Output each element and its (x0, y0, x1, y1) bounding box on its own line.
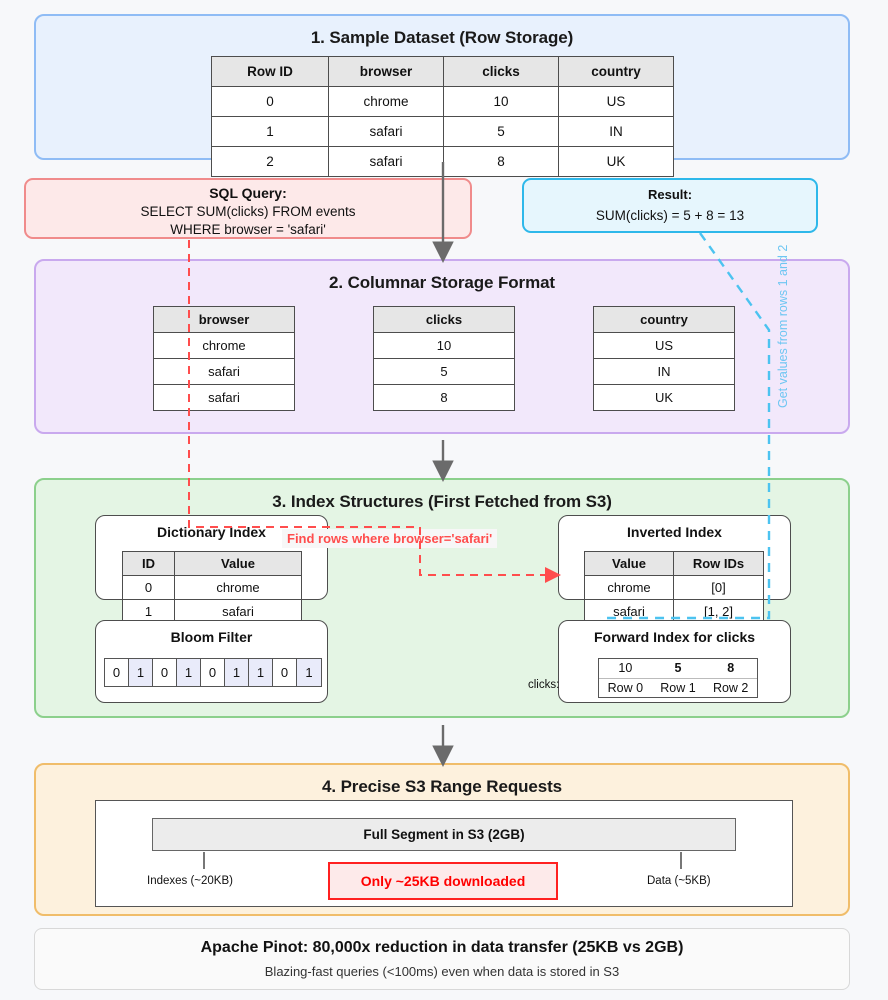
col-header-country: country (594, 307, 735, 333)
find-rows-annotation: Find rows where browser='safari' (282, 529, 497, 548)
indexes-size-label: Indexes (~20KB) (147, 875, 233, 887)
cell-browser: safari (329, 147, 444, 177)
cell-clicks: 10 (444, 87, 559, 117)
cell-dict-value-0: chrome (175, 576, 302, 600)
col-header-value: Value (585, 552, 674, 576)
table-header-row (123, 552, 302, 576)
forward-label-0: Row 0 (607, 681, 644, 695)
bloom-bit: 1 (177, 659, 201, 686)
cell-clicks-1: 5 (374, 359, 515, 385)
cell-browser: chrome (329, 87, 444, 117)
section-3-title: 3. Index Structures (First Fetched from S3) (272, 492, 612, 511)
bloom-filter-bits (104, 658, 322, 687)
col-header-clicks: clicks (374, 307, 515, 333)
bloom-filter-title: Bloom Filter (170, 629, 253, 645)
section-4-title: 4. Precise S3 Range Requests (321, 777, 563, 796)
table-row (212, 117, 674, 147)
cell-country: IN (559, 117, 674, 147)
segment-tick-left (203, 852, 205, 869)
table-row (594, 333, 735, 359)
forward-index-title: Forward Index for clicks (593, 629, 756, 645)
bloom-bit: 1 (249, 659, 273, 686)
bloom-bit: 0 (273, 659, 297, 686)
result-header: Result: (647, 187, 693, 202)
table-row (374, 359, 515, 385)
cell-dict-id-1: 1 (123, 600, 175, 624)
col-header-country: country (559, 57, 674, 87)
col-header-id: ID (123, 552, 175, 576)
bloom-bit: 1 (297, 659, 321, 686)
table-row (594, 359, 735, 385)
forward-label-2: Row 2 (712, 681, 749, 695)
table-row (123, 576, 302, 600)
columnar-table-browser (153, 306, 295, 411)
cell-country-0: US (594, 333, 735, 359)
segment-tick-right (680, 852, 682, 869)
table-header-row (154, 307, 295, 333)
forward-value-2: 8 (727, 661, 735, 675)
table-row (212, 87, 674, 117)
data-size-label: Data (~5KB) (647, 875, 711, 887)
cell-clicks: 8 (444, 147, 559, 177)
cell-row-id: 0 (212, 87, 329, 117)
col-header-row-ids: Row IDs (674, 552, 764, 576)
forward-value-1: 5 (674, 661, 682, 675)
section-2-title: 2. Columnar Storage Format (329, 273, 555, 292)
full-segment-bar: Full Segment in S3 (2GB) (152, 818, 736, 851)
table-header-row (594, 307, 735, 333)
dictionary-index-table (122, 551, 302, 624)
bloom-bit: 0 (153, 659, 177, 686)
columnar-table-clicks (373, 306, 515, 411)
cell-dict-value-1: safari (175, 600, 302, 624)
col-header-row-id: Row ID (212, 57, 329, 87)
table-row (154, 359, 295, 385)
section-1-title: 1. Sample Dataset (Row Storage) (310, 28, 574, 47)
table-row (594, 385, 735, 411)
col-header-clicks: clicks (444, 57, 559, 87)
bloom-bit: 1 (129, 659, 153, 686)
cell-inv-rowids-0: [0] (674, 576, 764, 600)
cell-browser-1: safari (154, 359, 295, 385)
forward-index-values-row (599, 659, 757, 678)
cell-country-2: UK (594, 385, 735, 411)
col-header-browser: browser (329, 57, 444, 87)
cell-inv-rowids-1: [1, 2] (674, 600, 764, 624)
table-row (154, 385, 295, 411)
table-header-row (374, 307, 515, 333)
col-header-value: Value (175, 552, 302, 576)
dictionary-index-title: Dictionary Index (157, 524, 266, 540)
cell-inv-value-1: safari (585, 600, 674, 624)
row-storage-table (211, 56, 674, 177)
bloom-bit: 0 (105, 659, 129, 686)
col-header-browser: browser (154, 307, 295, 333)
table-row (212, 147, 674, 177)
table-row (374, 385, 515, 411)
cell-row-id: 2 (212, 147, 329, 177)
cell-country-1: IN (594, 359, 735, 385)
cell-browser: safari (329, 117, 444, 147)
sql-query-box (24, 178, 472, 239)
table-header-row (585, 552, 764, 576)
table-row (374, 333, 515, 359)
cell-dict-id-0: 0 (123, 576, 175, 600)
inverted-index-table (584, 551, 764, 624)
cell-row-id: 1 (212, 117, 329, 147)
footer-headline: Apache Pinot: 80,000x reduction in data transfer (25KB vs 2GB) (200, 939, 684, 956)
forward-value-0: 10 (618, 661, 633, 675)
get-values-annotation: Get values from rows 1 and 2 (776, 244, 790, 408)
table-header-row (212, 57, 674, 87)
result-box (522, 178, 818, 233)
download-size-badge: Only ~25KB downloaded (328, 862, 558, 900)
bloom-bit: 1 (225, 659, 249, 686)
cell-browser-2: safari (154, 385, 295, 411)
sql-query-header: SQL Query: (209, 185, 287, 201)
summary-footer (34, 928, 850, 990)
table-row (585, 576, 764, 600)
forward-index-strip (598, 658, 758, 698)
cell-country: UK (559, 147, 674, 177)
columnar-table-country (593, 306, 735, 411)
cell-clicks: 5 (444, 117, 559, 147)
inverted-index-title: Inverted Index (627, 524, 722, 540)
forward-index-prefix-label: clicks: (528, 679, 560, 691)
cell-inv-value-0: chrome (585, 576, 674, 600)
result-value: SUM(clicks) = 5 + 8 = 13 (595, 208, 745, 223)
bloom-bit: 0 (201, 659, 225, 686)
cell-clicks-0: 10 (374, 333, 515, 359)
forward-index-labels-row (599, 678, 757, 697)
sql-query-line-1: SELECT SUM(clicks) FROM events (140, 204, 356, 219)
forward-label-1: Row 1 (660, 681, 696, 695)
footer-subline: Blazing-fast queries (<100ms) even when data is stored in S3 (264, 964, 620, 979)
cell-country: US (559, 87, 674, 117)
cell-clicks-2: 8 (374, 385, 515, 411)
cell-browser-0: chrome (154, 333, 295, 359)
sql-query-line-2: WHERE browser = 'safari' (170, 222, 326, 237)
table-row (154, 333, 295, 359)
